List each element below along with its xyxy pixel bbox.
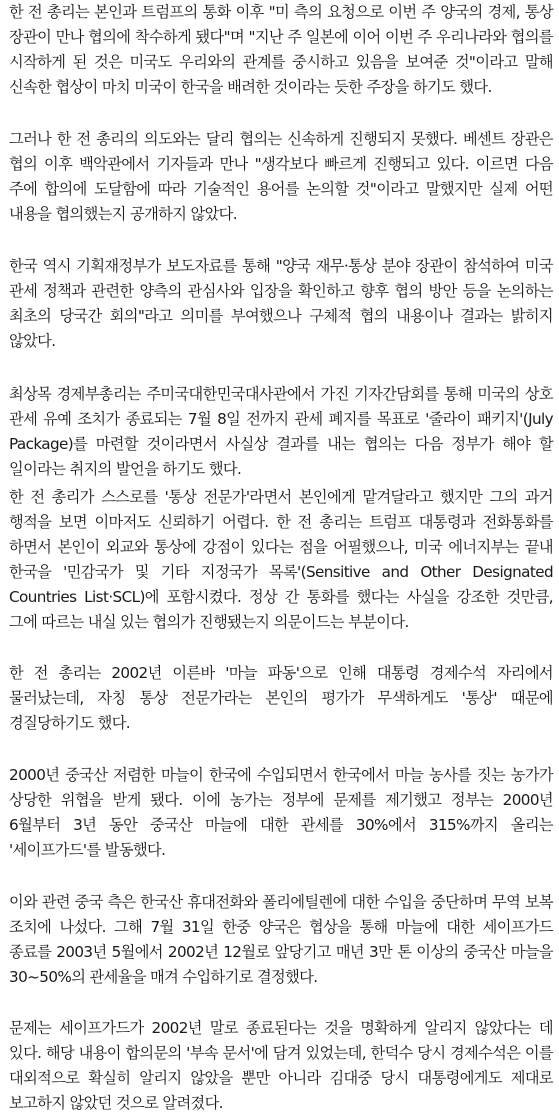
- article-paragraph-5: 한 전 총리가 스스로를 '통상 전문가'라면서 본인에게 맡겨달라고 했지만 그의 과거 행적을 보면 이마저도 신뢰하기 어렵다. 한 전 총리는 트럼프 대통령과 전화통화를 하면서 본인이 외교와 통상에 강점이 있다는 점을 어필했으나, 미국 에너지부는 끝내 한국을 '민감국가 및 기타 지정국가 목록'(Sensitive and Other Designated Countries List·SCL)에 포함시켰다. 정상 간 통화를 했다는 사실을 강조한 것만큼, 그에 따르는 내실 있는 협의가 진행됐는지 의문이드는 부분이다.: [9, 488, 553, 631]
- article-paragraph-4: 최상목 경제부총리는 주미국대한민국대사관에서 가진 기자간담회를 통해 미국의 상호 관세 유예 조치가 종료되는 7월 8일 전까지 관세 폐지를 목표로 '줄라이 패키지'(July Package)를 마련할 것이라면서 사실상 결과를 내는 협의는 다음 정부가 해야 할 일이라는 취지의 발언을 하기도 했다.: [9, 385, 553, 478]
- article-paragraph-7: 2000년 중국산 저렴한 마늘이 한국에 수입되면서 한국에서 마늘 농사를 짓는 농가가 상당한 위협을 받게 됐다. 이에 농가는 정부에 문제를 제기했고 정부는 2000년 6월부터 3년 동안 중국산 마늘에 대한 관세를 30%에서 315%까지 올리는 '세이프가드'를 발동했다.: [9, 766, 553, 859]
- article-paragraph-6: 한 전 총리는 2002년 이른바 '마늘 파동'으로 인해 대통령 경제수석 자리에서 물러났는데, 자칭 통상 전문가라는 본인의 평가가 무색하게도 '통상' 때문에 경질당하기도 했다.: [9, 664, 553, 732]
- article-paragraph-1: 한 전 총리는 본인과 트럼프의 통화 이후 "미 측의 요청으로 이번 주 양국의 경제, 통상 장관이 만나 협의에 착수하게 됐다"며 "지난 주 일본에 이어 이번 주 우리나라와 협의를 시작하게 된 것은 미국도 우리와의 관계를 중시하고 있음을 보여준 것"이라고 말해 신속한 협상이 마치 미국이 한국을 배려한 것이라는 듯한 주장을 하기도 했다.: [9, 3, 553, 96]
- article-paragraph-2: 그러나 한 전 총리의 의도와는 달리 협의는 신속하게 진행되지 못했다. 베센트 장관은 협의 이후 백악관에서 기자들과 만나 "생각보다 빠르게 진행되고 있다. 이르면 다음 주에 합의에 도달함에 따라 기술적인 용어를 논의할 것"이라고 말했지만 실제 어떤 내용을 협의했는지 공개하지 않았다.: [9, 130, 553, 223]
- article-paragraph-8: 이와 관련 중국 측은 한국산 휴대전화와 폴리에틸렌에 대한 수입을 중단하며 무역 보복 조치에 나섰다. 그해 7월 31일 한중 양국은 협상을 통해 마늘에 대한 세이프가드 종료를 2003년 5월에서 2002년 12월로 앞당기고 매년 3만 톤 이상의 중국산 마늘을 30~50%의 관세율을 매겨 수입하기로 결정했다.: [9, 893, 553, 986]
- article-paragraph-3: 한국 역시 기획재정부가 보도자료를 통해 "양국 재무·통상 분야 장관이 참석하여 미국 관세 정책과 관련한 양측의 관심사와 입장을 확인하고 향후 협의 방안 등을 논의하는 최초의 당국간 회의"라고 의미를 부여했으나 구체적 협의 내용이나 결과는 밝히지 않았다.: [9, 257, 553, 350]
- article-paragraph-9: 문제는 세이프가드가 2002년 말로 종료된다는 것을 명확하게 알리지 않았다는 데 있다. 해당 내용이 합의문의 '부속 문서'에 담겨 있었는데, 한덕수 당시 경제수석은 이를 대외적으로 확실히 알리지 않았을 뿐만 아니라 김대중 당시 대통령에게도 제대로 보고하지 않았던 것으로 알려졌다.: [9, 1019, 553, 1112]
